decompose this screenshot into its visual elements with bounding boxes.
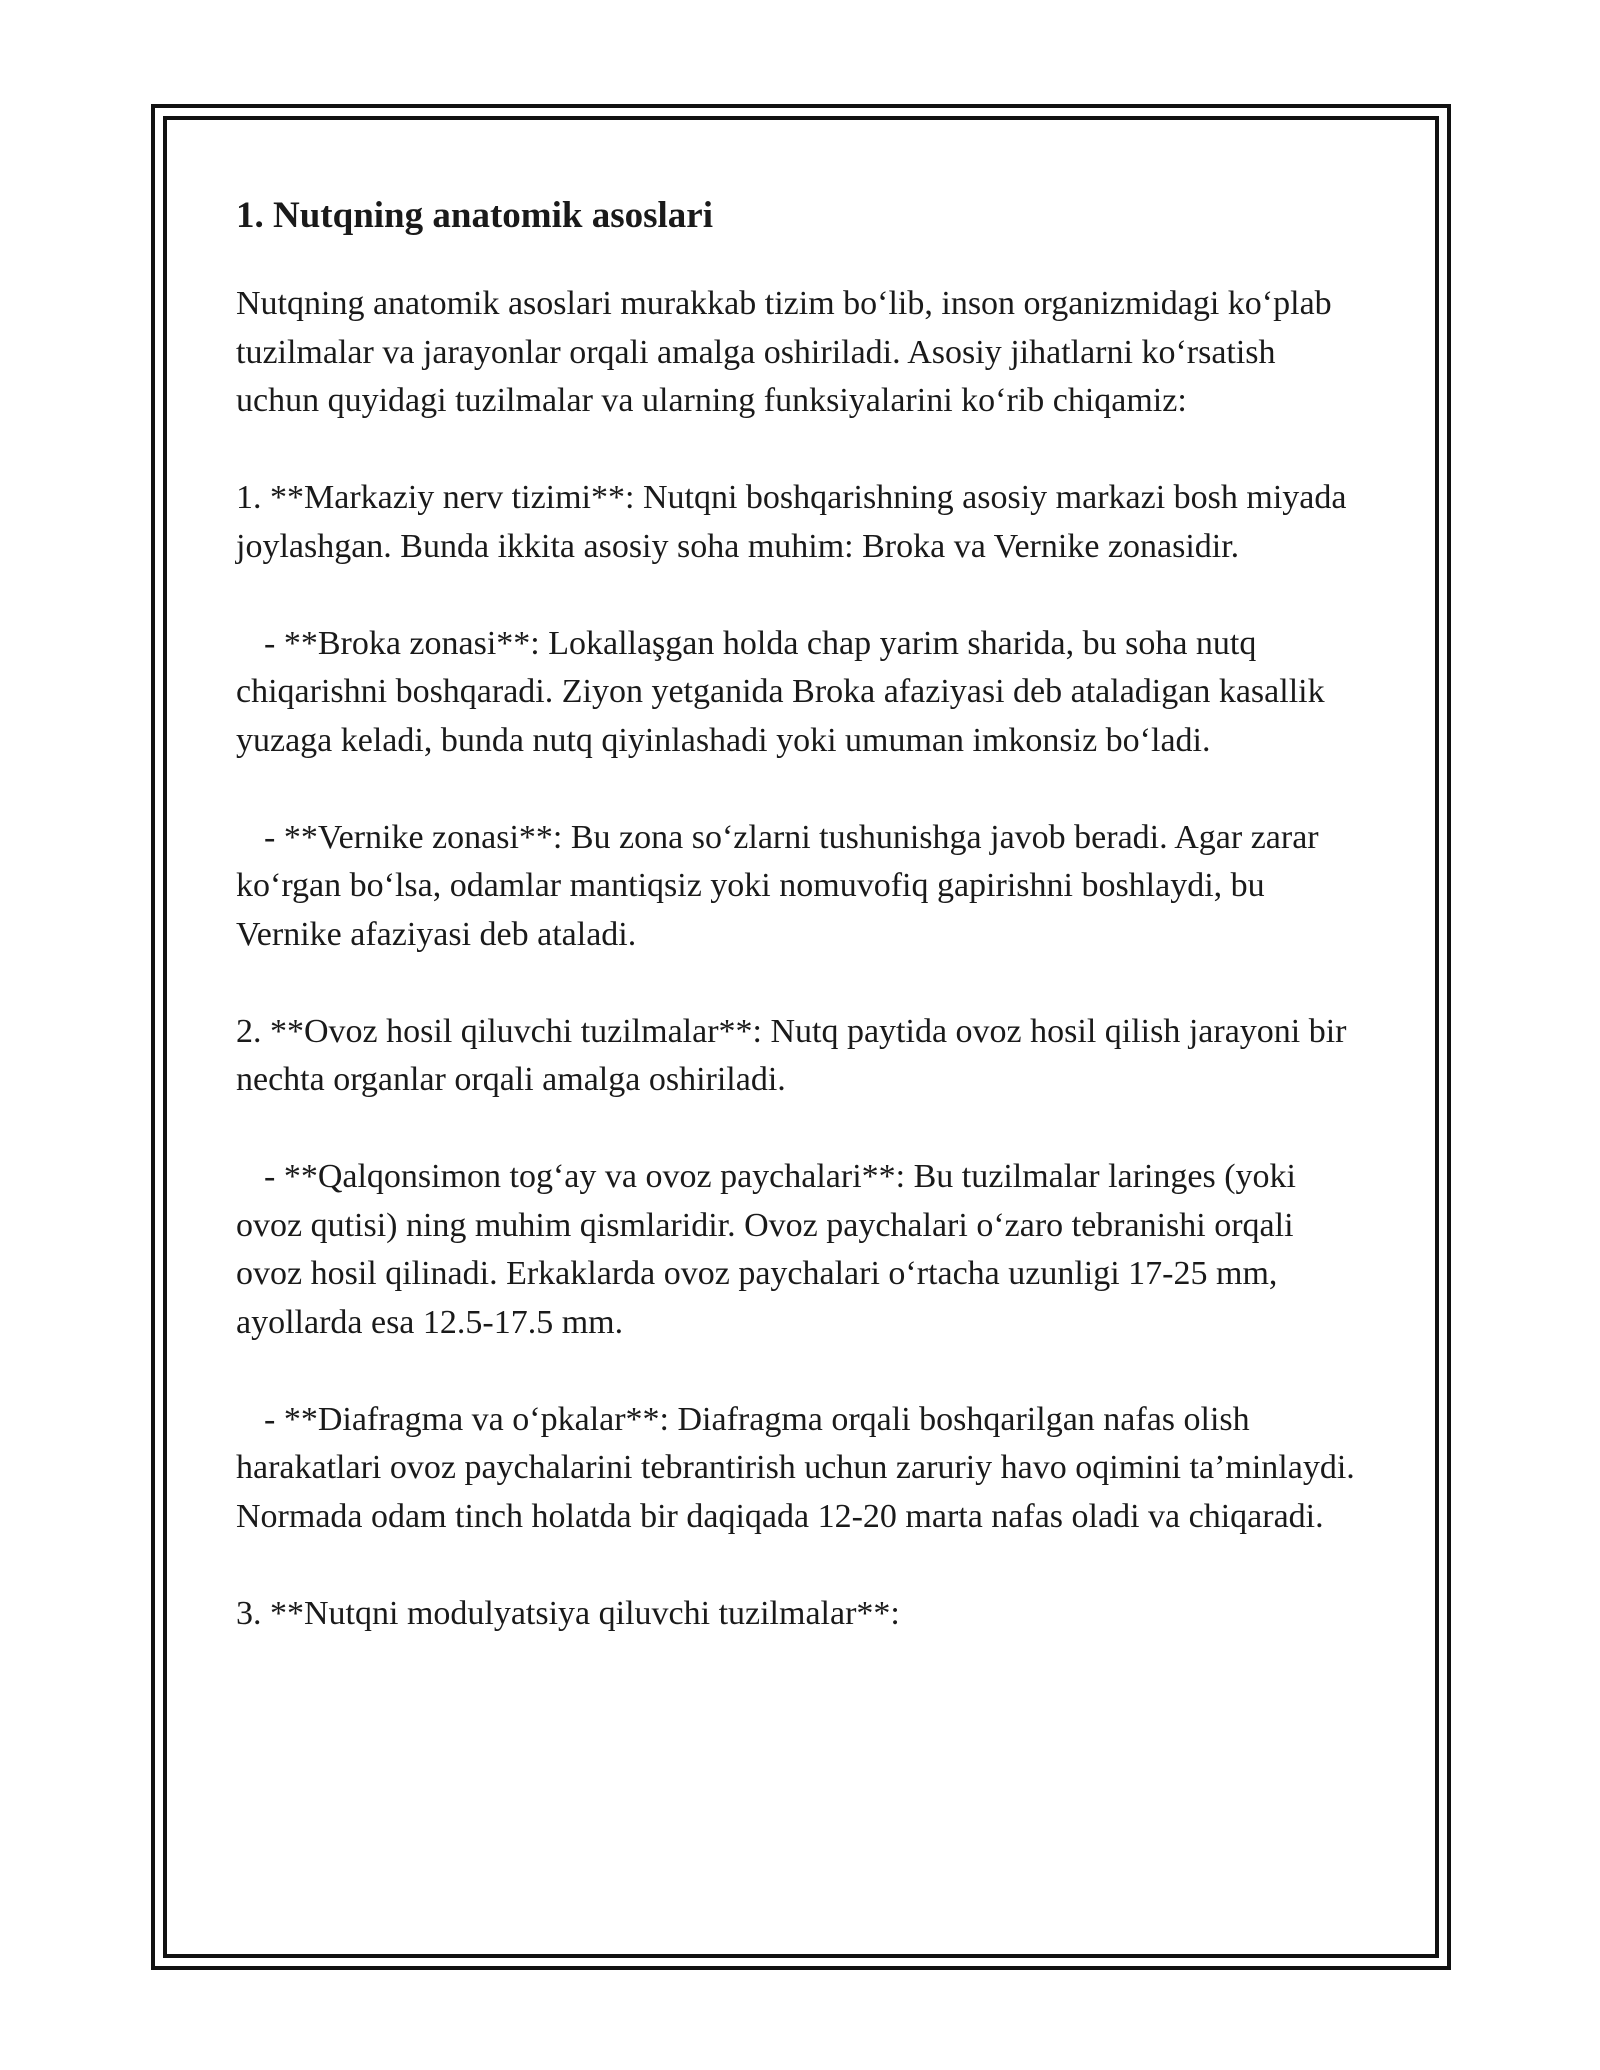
intro-paragraph: Nutqning anatomik asoslari murakkab tizim bo‘lib, inson organizmidagi ko‘plab tuzilmalar va jarayonlar orqali amalga oshiriladi. Asosiy jihatlarni ko‘rsatish uchun quyidagi tuzilmalar va ularning funksiyalarini ko‘rib chiqamiz:: [236, 285, 1341, 419]
list-item-voice-structures: 2. **Ovoz hosil qiluvchi tuzilmalar**: Nutq paytida ovoz hosil qilish jarayoni bir nechta organlar orqali amalga oshiriladi.: [236, 1012, 1355, 1098]
list-item-central-nervous-system: 1. **Markaziy nerv tizimi**: Nutqni boshqarishning asosiy markazi bosh miyada joylashgan. Bunda ikkita asosiy soha muhim: Broka va Vernike zonasidir.: [236, 479, 1355, 565]
sub-item-diaphragm-lungs: - **Diafragma va o‘pkalar**: Diafragma orqali boshqarilgan nafas olish harakatlari ovoz paychalarini tebrantirish uchun zaruriy havo oqimini ta’minlaydi. Normada odam tinch holatda bir daqiqada 12-20 marta nafas oladi va chiqaradi.: [236, 1400, 1364, 1535]
sub-item-wernicke-area: - **Vernike zonasi**: Bu zona so‘zlarni tushunishga javob beradi. Agar zarar ko‘rgan bo‘lsa, odamlar mantiqsiz yoki nomuvofiq gapirishni boshlaydi, bu Vernike afaziyasi deb ataladi.: [236, 818, 1328, 953]
sub-item-broca-area: - **Broka zonasi**: Lokallaşgan holda chap yarim sharida, bu soha nutq chiqarishni boshqaradi. Ziyon yetganida Broka afaziyasi deb ataladigan kasallik yuzaga keladi, bunda nutq qiyinlashadi yoki umuman imkonsiz bo‘ladi.: [236, 624, 1334, 759]
document-body: [236, 188, 1366, 1638]
list-item-modulation-structures: 3. **Nutqni modulyatsiya qiluvchi tuzilmalar**:: [236, 1594, 900, 1632]
sub-item-thyroid-cartilage: - **Qalqonsimon tog‘ay va ovoz paychalari**: Bu tuzilmalar laringes (yoki ovoz qutisi) ning muhim qismlaridir. Ovoz paychalari o‘zaro tebranishi orqali ovoz hosil qilinadi. Erkaklarda ovoz paychalari o‘rtacha uzunligi 17-25 mm, ayollarda esa 12.5-17.5 mm.: [236, 1158, 1305, 1341]
section-heading: 1. Nutqning anatomik asoslari: [236, 195, 713, 236]
